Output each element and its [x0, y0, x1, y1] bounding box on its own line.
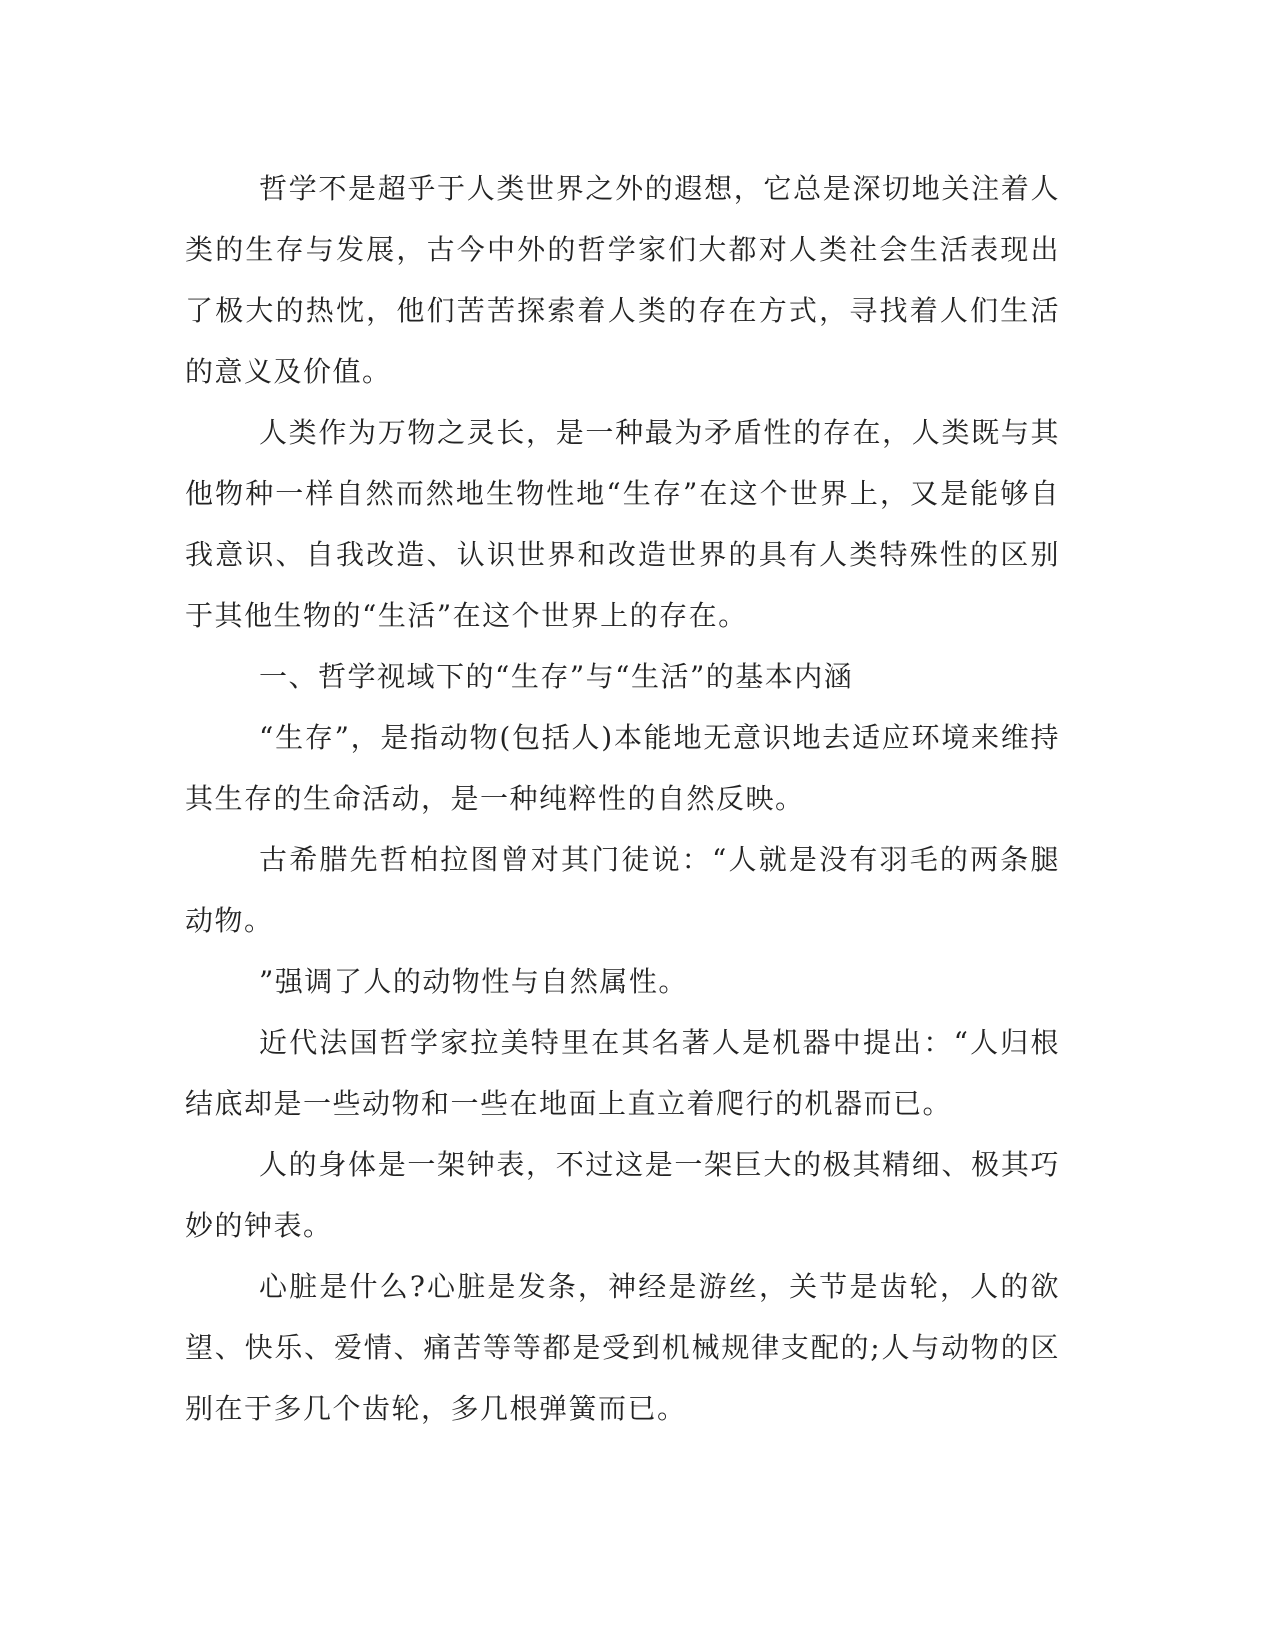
- section-heading: 一、哲学视域下的“生存”与“生活”的基本内涵: [259, 660, 854, 693]
- paragraph-human-nature: 人类作为万物之灵长，是一种最为矛盾性的存在，人类既与其他物种一样自然而然地生物性地“生存”在这个世界上，又是能够自我意识、自我改造、认识世界和改造世界的具有人类特殊性的区别于其他生物的“生活”在这个世界上的存在。: [185, 416, 1060, 632]
- paragraph-survival-definition: “生存”，是指动物(包括人)本能地无意识地去适应环境来维持其生存的生命活动，是一种纯粹性的自然反映。: [185, 721, 1060, 815]
- paragraph-lamettrie-quote: 近代法国哲学家拉美特里在其名著人是机器中提出：“人归根结底却是一些动物和一些在地面上直立着爬行的机器而已。: [185, 1026, 1060, 1120]
- paragraph-plato-quote: 古希腊先哲柏拉图曾对其门徒说：“人就是没有羽毛的两条腿动物。: [185, 843, 1060, 937]
- paragraph-clock-metaphor: 人的身体是一架钟表，不过这是一架巨大的极其精细、极其巧妙的钟表。: [185, 1148, 1060, 1242]
- paragraph-intro: 哲学不是超乎于人类世界之外的遐想，它总是深切地关注着人类的生存与发展，古今中外的哲学家们大都对人类社会生活表现出了极大的热忱，他们苦苦探索着人类的存在方式，寻找着人们生活的意义及价值。: [185, 172, 1060, 388]
- paragraph-heart-mechanism: 心脏是什么?心脏是发条，神经是游丝，关节是齿轮，人的欲望、快乐、爱情、痛苦等等都是受到机械规律支配的;人与动物的区别在于多几个齿轮，多几根弹簧而已。: [185, 1270, 1060, 1425]
- document-body: [185, 158, 1060, 1439]
- paragraph-plato-comment: ”强调了人的动物性与自然属性。: [259, 965, 688, 998]
